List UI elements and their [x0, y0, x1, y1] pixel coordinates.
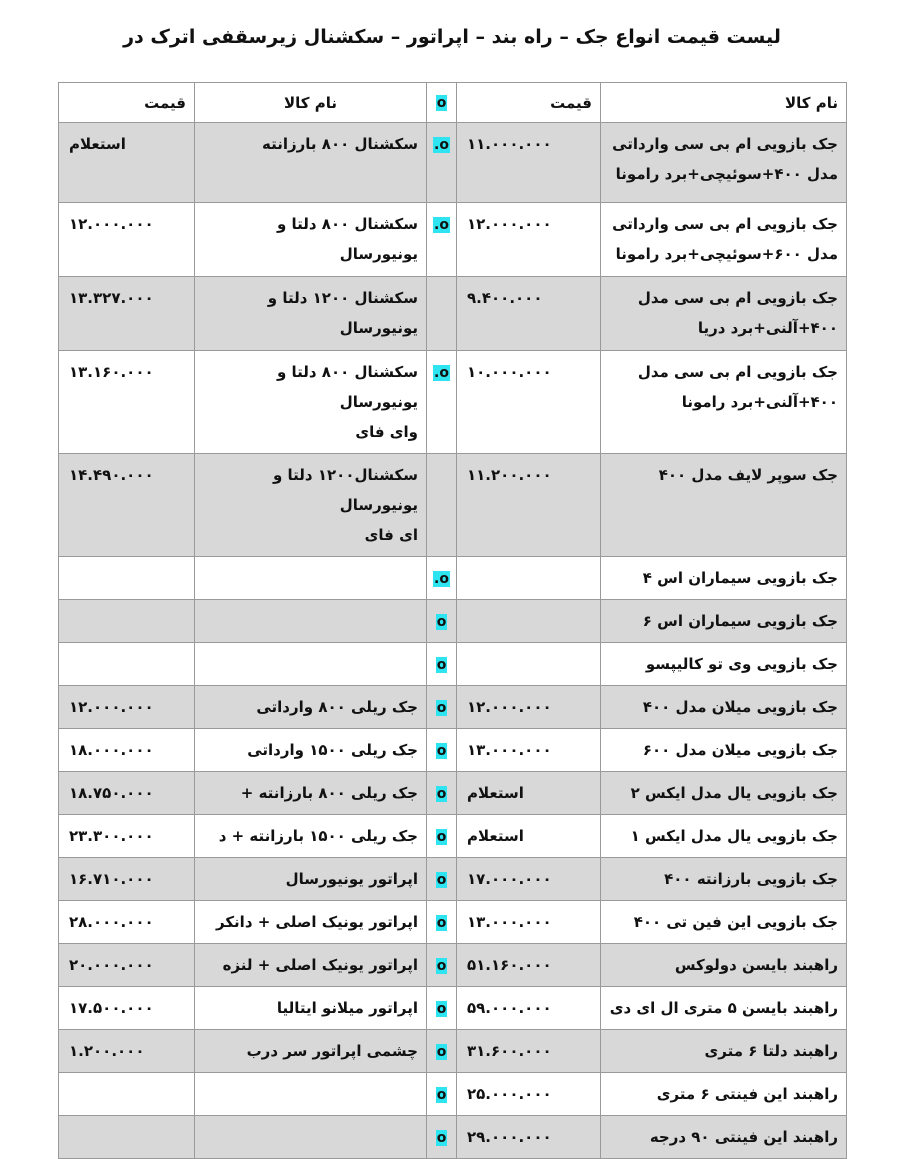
- item-name-right: [601, 858, 847, 901]
- item-price-right: ۱۷.۰۰۰.۰۰۰: [457, 858, 601, 901]
- item-name-right-line: جک بازویی میلان مدل ۴۰۰: [642, 698, 838, 716]
- item-price-left: ۱۴.۴۹۰.۰۰۰: [59, 454, 195, 557]
- mark-highlight: o: [436, 958, 447, 974]
- header-left-name: نام کالا: [195, 83, 427, 123]
- mark-cell: [427, 351, 457, 454]
- item-price-right: ۱۱.۲۰۰.۰۰۰: [457, 454, 601, 557]
- item-name-left-line: ای فای: [364, 526, 418, 544]
- table-row: [59, 1030, 847, 1073]
- item-price-right: [457, 643, 601, 686]
- mark-cell: [427, 557, 457, 600]
- item-price-left: [59, 643, 195, 686]
- item-name-right: [601, 729, 847, 772]
- item-name-right-line: ۴۰۰+آلنی+برد دریا: [697, 319, 838, 337]
- mark-highlight: o: [436, 1044, 447, 1060]
- item-name-right-line: راهبند این فینتی ۹۰ درجه: [649, 1128, 838, 1146]
- item-price-left: [59, 1116, 195, 1159]
- header-right-name: نام کالا: [601, 83, 847, 123]
- item-name-right: [601, 901, 847, 944]
- item-price-left: [59, 1073, 195, 1116]
- item-name-left: [195, 729, 427, 772]
- table-row: [59, 944, 847, 987]
- item-name-right: [601, 643, 847, 686]
- item-price-right: [457, 557, 601, 600]
- item-name-left: [195, 987, 427, 1030]
- mark-highlight: o: [436, 1130, 447, 1146]
- item-name-right: [601, 772, 847, 815]
- table-row: [59, 351, 847, 454]
- item-name-right-line: راهبند بایسن دولوکس: [674, 956, 838, 974]
- mark-highlight: o: [436, 1087, 447, 1103]
- item-price-right: ۱۲.۰۰۰.۰۰۰: [457, 203, 601, 277]
- price-table: [58, 82, 847, 1159]
- item-price-right: ۱۱.۰۰۰.۰۰۰: [457, 123, 601, 203]
- item-name-left: [195, 901, 427, 944]
- item-price-left: ۱.۲۰۰.۰۰۰: [59, 1030, 195, 1073]
- mark-cell: [427, 454, 457, 557]
- item-name-left-line: جک ریلی ۸۰۰ وارداتی: [256, 698, 418, 716]
- item-name-right-line: جک بازویی بارزانته ۴۰۰: [664, 870, 838, 888]
- item-name-right-line: جک بازویی ام بی سی مدل: [637, 363, 838, 381]
- item-name-left-line: اپراتور میلانو ایتالیا: [276, 999, 418, 1017]
- mark-cell: [427, 729, 457, 772]
- mark-cell: [427, 987, 457, 1030]
- item-price-right: [457, 600, 601, 643]
- mark-highlight: o: [436, 700, 447, 716]
- mark-highlight: o: [436, 95, 447, 111]
- item-name-right: [601, 1073, 847, 1116]
- item-name-right: [601, 351, 847, 454]
- item-name-right-line: ۴۰۰+آلنی+برد رامونا: [681, 393, 838, 411]
- table-row: [59, 987, 847, 1030]
- mark-cell: [427, 123, 457, 203]
- mark-cell: [427, 686, 457, 729]
- item-name-left-line: سکشنال ۸۰۰ دلتا و یونیورسال: [276, 215, 418, 263]
- item-name-left-line: سکشنال ۸۰۰ دلتا و یونیورسال: [276, 363, 418, 411]
- item-name-left-line: اپراتور یونیک اصلی + دانکر: [216, 913, 418, 931]
- item-price-left: ۲۸.۰۰۰.۰۰۰: [59, 901, 195, 944]
- mark-cell: [427, 203, 457, 277]
- item-price-right: ۱۳.۰۰۰.۰۰۰: [457, 901, 601, 944]
- item-name-left: [195, 1073, 427, 1116]
- mark-cell: [427, 1030, 457, 1073]
- item-name-right-line: راهبند بایسن ۵ متری ال ای دی: [609, 999, 838, 1017]
- item-name-right: [601, 686, 847, 729]
- item-price-left: ۱۲.۰۰۰.۰۰۰: [59, 686, 195, 729]
- mark-highlight: o: [436, 829, 447, 845]
- table-header-row: [59, 83, 847, 123]
- item-name-left: [195, 600, 427, 643]
- item-name-left: [195, 643, 427, 686]
- item-name-left: [195, 1030, 427, 1073]
- item-price-right: استعلام: [457, 815, 601, 858]
- item-name-right-line: راهبند دلتا ۶ متری: [704, 1042, 838, 1060]
- item-price-right: ۹.۴۰۰.۰۰۰: [457, 277, 601, 351]
- item-name-left: [195, 772, 427, 815]
- item-price-right: ۱۰.۰۰۰.۰۰۰: [457, 351, 601, 454]
- item-name-left: [195, 1116, 427, 1159]
- item-name-right: [601, 815, 847, 858]
- table-row: [59, 729, 847, 772]
- table-row: [59, 454, 847, 557]
- mark-cell: [427, 772, 457, 815]
- item-price-right: ۱۳.۰۰۰.۰۰۰: [457, 729, 601, 772]
- item-name-left-line: جک ریلی ۸۰۰ بارزانته +: [240, 784, 418, 802]
- item-name-left-line: چشمی اپراتور سر درب: [246, 1042, 418, 1060]
- table-row: [59, 277, 847, 351]
- table-row: [59, 123, 847, 203]
- mark-highlight: o: [436, 743, 447, 759]
- item-name-left-line: جک ریلی ۱۵۰۰ بارزانته + د: [218, 827, 418, 845]
- item-price-left: ۱۳.۱۶۰.۰۰۰: [59, 351, 195, 454]
- item-name-right: [601, 277, 847, 351]
- item-price-left: ۱۳.۳۲۷.۰۰۰: [59, 277, 195, 351]
- mark-highlight: o.: [434, 365, 449, 381]
- mark-cell: [427, 815, 457, 858]
- item-price-right: ۳۱.۶۰۰.۰۰۰: [457, 1030, 601, 1073]
- item-name-left-line: اپراتور یونیورسال: [285, 870, 418, 888]
- table-row: [59, 203, 847, 277]
- table-row: [59, 557, 847, 600]
- item-name-left-line: وای فای: [355, 423, 418, 441]
- table-row: [59, 600, 847, 643]
- item-name-right-line: جک بازویی این فین تی ۴۰۰: [633, 913, 838, 931]
- table-row: [59, 1073, 847, 1116]
- item-name-right: [601, 557, 847, 600]
- item-name-left: [195, 557, 427, 600]
- mark-highlight: o: [436, 657, 447, 673]
- item-name-right-line: جک بازویی یال مدل ایکس ۲: [630, 784, 838, 802]
- item-name-right: [601, 1030, 847, 1073]
- table-row: [59, 901, 847, 944]
- item-name-left-line: اپراتور یونیک اصلی + لنزه: [222, 956, 418, 974]
- mark-highlight: o: [436, 872, 447, 888]
- item-name-left-line: سکشنال ۱۲۰۰ دلتا و یونیورسال: [267, 289, 418, 337]
- item-name-right: [601, 123, 847, 203]
- item-name-right-line: راهبند این فینتی ۶ متری: [656, 1085, 838, 1103]
- item-name-right: [601, 600, 847, 643]
- item-name-left: [195, 858, 427, 901]
- item-name-left: [195, 815, 427, 858]
- item-name-left: [195, 351, 427, 454]
- mark-cell: [427, 1073, 457, 1116]
- mark-highlight: o: [436, 614, 447, 630]
- item-name-left-line: جک ریلی ۱۵۰۰ وارداتی: [247, 741, 418, 759]
- mark-cell: [427, 643, 457, 686]
- item-price-right: ۵۱.۱۶۰.۰۰۰: [457, 944, 601, 987]
- header-right-price: قیمت: [457, 83, 601, 123]
- item-name-left: [195, 277, 427, 351]
- item-name-right-line: جک بازویی ام بی سی مدل: [637, 289, 838, 307]
- table-row: [59, 772, 847, 815]
- item-name-right: [601, 1116, 847, 1159]
- item-price-left: ۱۶.۷۱۰.۰۰۰: [59, 858, 195, 901]
- item-price-left: ۲۳.۳۰۰.۰۰۰: [59, 815, 195, 858]
- page-title: لیست قیمت انواع جک – راه بند – اپراتور – سکشنال زیرسقفی اترک در: [123, 26, 781, 48]
- item-name-right-line: جک بازویی یال مدل ایکس ۱: [630, 827, 838, 845]
- item-price-right: ۲۵.۰۰۰.۰۰۰: [457, 1073, 601, 1116]
- table-row: [59, 815, 847, 858]
- item-name-right-line: جک سوپر لایف مدل ۴۰۰: [658, 466, 838, 484]
- item-name-right-line: مدل ۴۰۰+سوئیچی+برد رامونا: [615, 165, 838, 183]
- item-name-left: [195, 944, 427, 987]
- item-name-left: [195, 454, 427, 557]
- mark-cell: [427, 600, 457, 643]
- item-price-left: ۱۸.۰۰۰.۰۰۰: [59, 729, 195, 772]
- item-name-right-line: مدل ۶۰۰+سوئیچی+برد رامونا: [615, 245, 838, 263]
- header-left-price: قیمت: [59, 83, 195, 123]
- item-name-left: [195, 686, 427, 729]
- item-price-left: ۲۰.۰۰۰.۰۰۰: [59, 944, 195, 987]
- item-name-right-line: جک بازویی ام بی سی وارداتی: [612, 135, 838, 153]
- item-price-right: ۵۹.۰۰۰.۰۰۰: [457, 987, 601, 1030]
- item-price-right: ۱۲.۰۰۰.۰۰۰: [457, 686, 601, 729]
- mark-cell: [427, 858, 457, 901]
- mark-highlight: o: [436, 1001, 447, 1017]
- item-name-right: [601, 987, 847, 1030]
- table-row: [59, 686, 847, 729]
- item-price-left: [59, 557, 195, 600]
- item-name-right: [601, 944, 847, 987]
- item-price-left: ۱۸.۷۵۰.۰۰۰: [59, 772, 195, 815]
- item-name-left: [195, 123, 427, 203]
- item-name-right: [601, 454, 847, 557]
- item-name-right-line: جک بازویی ام بی سی وارداتی: [612, 215, 838, 233]
- item-price-left: استعلام: [59, 123, 195, 203]
- mark-cell: [427, 277, 457, 351]
- item-name-right: [601, 203, 847, 277]
- item-price-left: ۱۲.۰۰۰.۰۰۰: [59, 203, 195, 277]
- mark-highlight: o.: [434, 571, 449, 587]
- item-name-left-line: سکشنال ۸۰۰ بارزانته: [262, 135, 418, 153]
- header-mark: [427, 83, 457, 123]
- item-name-right-line: جک بازویی سیماران اس ۶: [642, 612, 838, 630]
- item-name-right-line: جک بازویی وی تو کالیپسو: [645, 655, 838, 673]
- mark-highlight: o.: [434, 137, 449, 153]
- mark-cell: [427, 901, 457, 944]
- mark-cell: [427, 1116, 457, 1159]
- item-price-right: ۲۹.۰۰۰.۰۰۰: [457, 1116, 601, 1159]
- item-price-right: استعلام: [457, 772, 601, 815]
- mark-highlight: o: [436, 915, 447, 931]
- item-name-right-line: جک بازویی میلان مدل ۶۰۰: [642, 741, 838, 759]
- table-row: [59, 643, 847, 686]
- item-price-left: ۱۷.۵۰۰.۰۰۰: [59, 987, 195, 1030]
- table-row: [59, 1116, 847, 1159]
- item-name-left: [195, 203, 427, 277]
- item-price-left: [59, 600, 195, 643]
- table-row: [59, 858, 847, 901]
- item-name-left-line: سکشنال۱۲۰۰ دلتا و یونیورسال: [273, 466, 418, 514]
- mark-highlight: o: [436, 786, 447, 802]
- mark-highlight: o.: [434, 217, 449, 233]
- mark-cell: [427, 944, 457, 987]
- item-name-right-line: جک بازویی سیماران اس ۴: [642, 569, 838, 587]
